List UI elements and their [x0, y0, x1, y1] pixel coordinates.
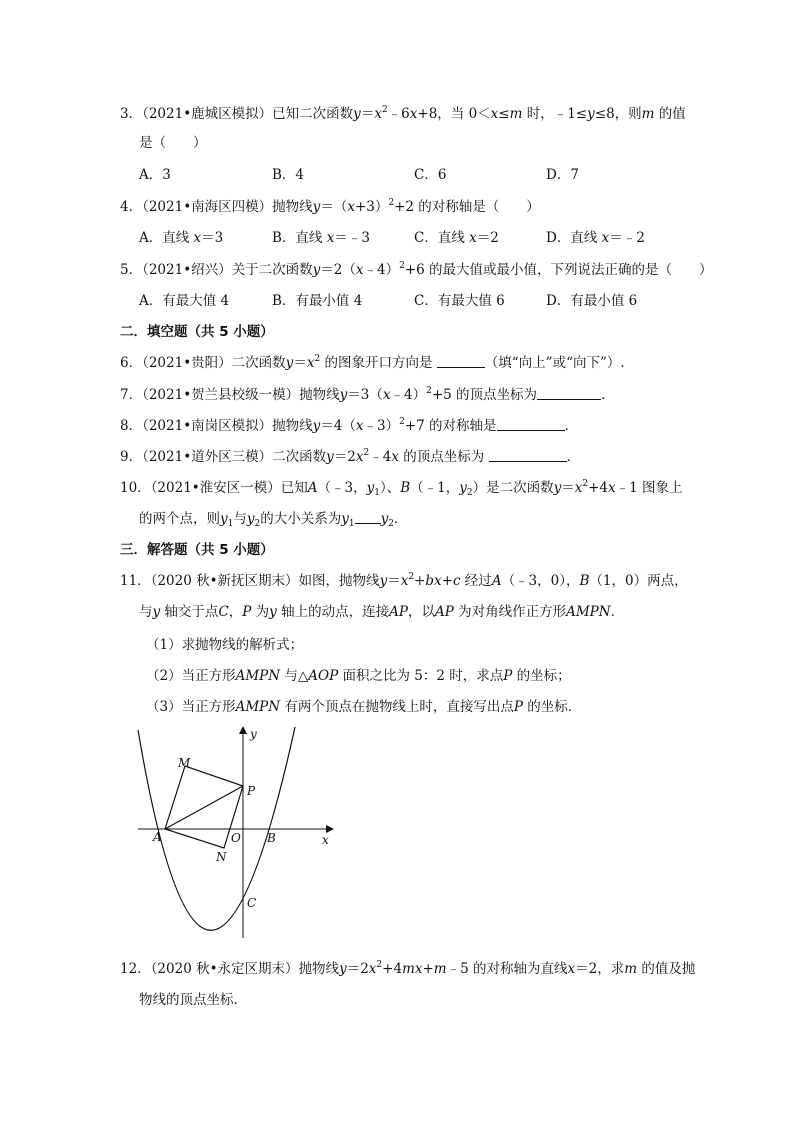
eq-part: +4	[588, 480, 609, 496]
var-y: y	[312, 199, 321, 215]
var-x: x	[608, 480, 616, 496]
eq-part: ﹣6	[387, 106, 410, 122]
question-source: （2021•绍兴）	[142, 262, 232, 278]
exponent: 2	[408, 572, 415, 582]
var-x: x	[306, 355, 315, 371]
var-y: y	[285, 355, 294, 371]
q5-text: 关于二次函数	[231, 262, 313, 278]
option-label: A．直线	[139, 230, 194, 246]
var-m: m	[641, 106, 655, 122]
q11-text: 的坐标．	[522, 699, 582, 715]
var-mx: mx	[402, 961, 423, 977]
question-12-line2: 物线的顶点坐标．	[139, 992, 247, 1008]
q8-dot: ．	[564, 418, 579, 434]
eq-part: 时，﹣1≤	[522, 106, 588, 122]
var-x: x	[382, 387, 391, 403]
question-10-line2	[139, 510, 408, 528]
section-heading-fill-in: 二．填空题（共 5 小题）	[120, 324, 274, 340]
eq-part: +	[422, 961, 434, 977]
question-number: 6．	[120, 355, 143, 371]
var-y: y	[380, 511, 389, 527]
eq-part: ＝2	[346, 961, 369, 977]
question-source: （2021•南岗区模拟）	[142, 418, 273, 434]
eq-part: （﹣1，	[410, 480, 460, 496]
point-b: B	[400, 480, 411, 496]
eq-part: +8，当 0＜	[417, 106, 491, 122]
q8-text: 抛物线	[272, 418, 313, 434]
label-x: x	[322, 833, 329, 847]
answer-blank[interactable]	[497, 417, 565, 431]
q10-text-end: ﹣1 图象上	[615, 480, 683, 496]
eq-part: ＝	[387, 573, 401, 589]
q11-text: 轴上的动点，连接	[276, 604, 390, 620]
q7-text: 抛物线	[299, 387, 340, 403]
subscript: 2	[254, 519, 261, 529]
label-a: A	[153, 830, 162, 844]
question-4	[120, 198, 540, 216]
label-c: C	[247, 896, 257, 910]
question-number: 5．	[120, 262, 143, 278]
exponent: 2	[314, 354, 321, 364]
question-9	[120, 448, 580, 466]
question-source: （2021•道外区三模）	[142, 449, 273, 465]
question-3-line2: 是（ ）	[139, 135, 207, 151]
option-value: ＝﹣2	[609, 230, 645, 246]
exponent: 2	[399, 417, 405, 427]
label-y: y	[250, 727, 257, 741]
point-b: B	[579, 573, 590, 589]
eq-part: ）、	[379, 480, 401, 496]
exponent: 2	[388, 198, 395, 208]
question-source: （2021•淮安区一模）	[150, 480, 281, 496]
q5-option-b[interactable]: B．有最小值 4	[272, 293, 363, 309]
var-y: y	[379, 573, 388, 589]
point-p: P	[503, 668, 513, 684]
subscript: 1	[374, 488, 380, 498]
var-x: x	[355, 418, 364, 434]
q10-text: 与	[233, 511, 247, 527]
eq-part: ≤8，则	[594, 106, 642, 122]
answer-blank[interactable]	[537, 386, 601, 400]
option-label: B．直线	[272, 230, 327, 246]
question-source: （2021•鹿城区模拟）	[142, 106, 273, 122]
q12-text: 抛物线	[298, 961, 340, 977]
q4-option-c[interactable]	[414, 229, 499, 247]
y-axis-arrow	[239, 726, 247, 734]
exponent: 2	[426, 386, 432, 396]
question-12	[120, 960, 695, 978]
q11-text: 有两个顶点在抛物线上时，直接写出点	[280, 699, 514, 715]
point-p: P	[242, 604, 252, 620]
question-number: 10．	[120, 480, 151, 496]
answer-blank[interactable]	[355, 510, 381, 524]
var-y: y	[553, 480, 562, 496]
q11-text: 与	[139, 604, 153, 620]
q4-text: 抛物线	[272, 199, 313, 215]
var-y: y	[353, 106, 361, 122]
q10-text: 的两个点，则	[139, 511, 220, 527]
var-y: y	[587, 106, 595, 122]
question-source: （2021•贺兰县校级一模）	[142, 387, 300, 403]
option-label: D．直线	[546, 230, 602, 246]
label-n: N	[216, 850, 227, 864]
question-number: 9．	[120, 449, 143, 465]
option-value: ＝2	[476, 230, 499, 246]
var-x: x	[409, 106, 418, 122]
q5-option-d[interactable]: D．有最小值 6	[546, 293, 638, 309]
parabola-figure	[130, 722, 340, 944]
q10-dot: ．	[394, 511, 408, 527]
square-ampn: AMPN	[235, 668, 281, 684]
q11-text: 的坐标；	[512, 668, 571, 684]
eq-part: ﹣4）	[363, 262, 400, 278]
var-y: y	[312, 262, 321, 278]
q3-option-b[interactable]: B．4	[272, 167, 305, 183]
var-y: y	[339, 961, 347, 977]
eq-part: ≤	[498, 106, 510, 122]
triangle-aop: AOP	[308, 668, 339, 684]
x-axis-arrow	[326, 825, 334, 833]
option-label: C．直线	[414, 230, 470, 246]
eq-part: ＝4（	[320, 418, 356, 434]
segment-ap: AP	[389, 604, 408, 620]
q7-dot: ．	[601, 387, 615, 403]
var-x: x	[368, 961, 377, 977]
var-y: y	[341, 511, 349, 527]
q4-text-end: +2 的对称轴是（ ）	[394, 199, 540, 215]
question-11-line2	[139, 603, 624, 621]
q11-text: 与△	[280, 668, 309, 684]
var-y: y	[220, 511, 228, 527]
q11-text: 轴交于点	[160, 604, 219, 620]
var-x: x	[391, 449, 399, 465]
q9-text: 的顶点坐标为	[398, 449, 489, 465]
point-p: P	[513, 699, 523, 715]
q4-option-d[interactable]	[546, 229, 645, 247]
subscript: 2	[466, 488, 473, 498]
question-5	[120, 261, 713, 279]
q9-text: 二次函数	[272, 449, 327, 465]
eq-part: （﹣3，	[317, 480, 367, 496]
var-bx: bx	[425, 573, 442, 589]
question-11-part1: （1）求抛物线的解析式；	[146, 637, 304, 653]
q12-text: ﹣5 的对称轴为直线	[446, 961, 568, 977]
question-6	[120, 354, 625, 372]
q11-text-end: （1，0）两点，	[589, 573, 688, 589]
eq-part: ＝	[561, 480, 575, 496]
var-x: x	[574, 480, 583, 496]
var-x: x	[374, 106, 382, 122]
square-ampn: AMPN	[235, 699, 281, 715]
q11-text: （3）当正方形	[146, 699, 236, 715]
exponent: 2	[363, 448, 370, 458]
point-a: A	[307, 480, 318, 496]
eq-part: ＝2	[333, 449, 356, 465]
q11-text: 经过	[460, 573, 492, 589]
question-7	[120, 386, 615, 404]
q9-dot: ．	[566, 449, 581, 465]
q12-text: ＝2，求	[575, 961, 625, 977]
q3-text: 已知二次函数	[272, 106, 354, 122]
option-value: ＝3	[201, 230, 224, 246]
var-y: y	[269, 604, 277, 620]
q10-text: 的大小关系为	[260, 511, 342, 527]
q3-option-c[interactable]: C．6	[414, 167, 447, 183]
q3-option-d[interactable]: D．7	[546, 167, 579, 183]
var-x: x	[490, 106, 499, 122]
q10-text: 已知	[280, 480, 308, 496]
exponent: 2	[381, 105, 388, 115]
eq-part: ＝3（	[347, 387, 383, 403]
square-ampn: AMPN	[566, 604, 611, 620]
label-m: M	[178, 756, 191, 770]
var-y: y	[246, 511, 255, 527]
var-y: y	[152, 604, 161, 620]
subscript: 1	[348, 519, 355, 529]
question-source: （2021•贵阳）	[142, 355, 232, 371]
var-m: m	[433, 961, 447, 977]
var-c: c	[452, 573, 461, 589]
question-11	[120, 572, 688, 590]
q5-option-a[interactable]: A．有最大值 4	[139, 293, 230, 309]
segment-ap: AP	[434, 604, 454, 620]
eq-part: （﹣3，0），	[501, 573, 580, 589]
answer-blank[interactable]	[437, 354, 485, 368]
eq-part: ﹣4）	[390, 387, 427, 403]
subscript: 1	[227, 519, 234, 529]
question-number: 7．	[120, 387, 143, 403]
q3-text-end: 的值	[654, 106, 686, 122]
var-y: y	[459, 480, 467, 496]
point-c: C	[218, 604, 229, 620]
var-x: x	[326, 230, 335, 246]
eq-part: +	[441, 573, 453, 589]
q8-text: +7 的对称轴是	[404, 418, 497, 434]
q3-option-a[interactable]: A．3	[139, 167, 171, 183]
label-p: P	[247, 784, 256, 798]
question-source: （2021•南海区四模）	[142, 199, 273, 215]
eq-part: +4	[382, 961, 403, 977]
var-y: y	[312, 418, 321, 434]
var-x: x	[469, 230, 477, 246]
question-10	[120, 479, 683, 497]
answer-blank[interactable]	[489, 448, 567, 462]
var-y: y	[326, 449, 334, 465]
var-y: y	[339, 387, 348, 403]
q6-text: 二次函数	[231, 355, 286, 371]
var-y: y	[366, 480, 375, 496]
q11-text: ，	[228, 604, 243, 620]
eq-part: +3）	[354, 199, 389, 215]
q11-text: ，以	[407, 604, 435, 620]
q6-text: 的图象开口方向是	[320, 355, 437, 371]
eq-part: ＝	[293, 355, 307, 371]
q4-option-a[interactable]	[139, 229, 223, 247]
q11-text: （2）当正方形	[146, 668, 236, 684]
q11-text: 为	[251, 604, 270, 620]
question-3	[120, 105, 686, 123]
label-o: O	[231, 831, 241, 845]
q11-text: 如图，抛物线	[298, 573, 380, 589]
subscript: 2	[388, 519, 394, 529]
question-source: （2020 秋•新抚区期末）	[150, 573, 299, 589]
eq-part: ＝（	[320, 199, 348, 215]
section-heading-answer: 三．解答题（共 5 小题）	[120, 542, 274, 558]
eq-part: +	[414, 573, 426, 589]
var-x: x	[355, 449, 364, 465]
question-number: 8．	[120, 418, 143, 434]
q12-text-end: 的值及抛	[637, 961, 696, 977]
exponent: 2	[376, 960, 383, 970]
eq-part: ）是二次函数	[472, 480, 554, 496]
eq-part: ﹣4	[369, 449, 392, 465]
question-source: （2020 秋•永定区期末）	[150, 961, 299, 977]
option-value: ＝﹣3	[334, 230, 370, 246]
question-11-part2	[146, 667, 571, 685]
q11-dot: ．	[610, 604, 625, 620]
q11-text: 面积之比为 5：2 时，求点	[338, 668, 504, 684]
exponent: 2	[399, 261, 405, 271]
eq-part: ＝2（	[320, 262, 356, 278]
var-x: x	[347, 199, 355, 215]
q5-text-end: +6 的最大值或最小值，下列说法正确的是（ ）	[404, 262, 713, 278]
q7-text: +5 的顶点坐标为	[431, 387, 538, 403]
question-number: 12．	[120, 961, 151, 977]
exponent: 2	[582, 479, 589, 489]
point-a: A	[491, 573, 502, 589]
var-m: m	[624, 961, 638, 977]
label-b: B	[267, 831, 276, 845]
var-x: x	[355, 262, 364, 278]
question-number: 11．	[120, 573, 151, 589]
var-x: x	[567, 961, 576, 977]
var-x: x	[400, 573, 409, 589]
q5-option-c[interactable]: C．有最大值 6	[414, 293, 505, 309]
eq-sign: ＝	[360, 106, 375, 122]
question-8	[120, 417, 578, 435]
question-11-part3	[146, 698, 581, 716]
var-m: m	[509, 106, 523, 122]
var-x: x	[601, 230, 610, 246]
q6-text-end: （填“向上”或“向下”）.	[484, 355, 625, 371]
q11-text: 为对角线作正方形	[453, 604, 567, 620]
eq-part: ﹣3）	[363, 418, 400, 434]
question-number: 4．	[120, 199, 143, 215]
question-number: 3．	[120, 106, 143, 122]
q4-option-b[interactable]	[272, 229, 370, 247]
var-x: x	[193, 230, 202, 246]
